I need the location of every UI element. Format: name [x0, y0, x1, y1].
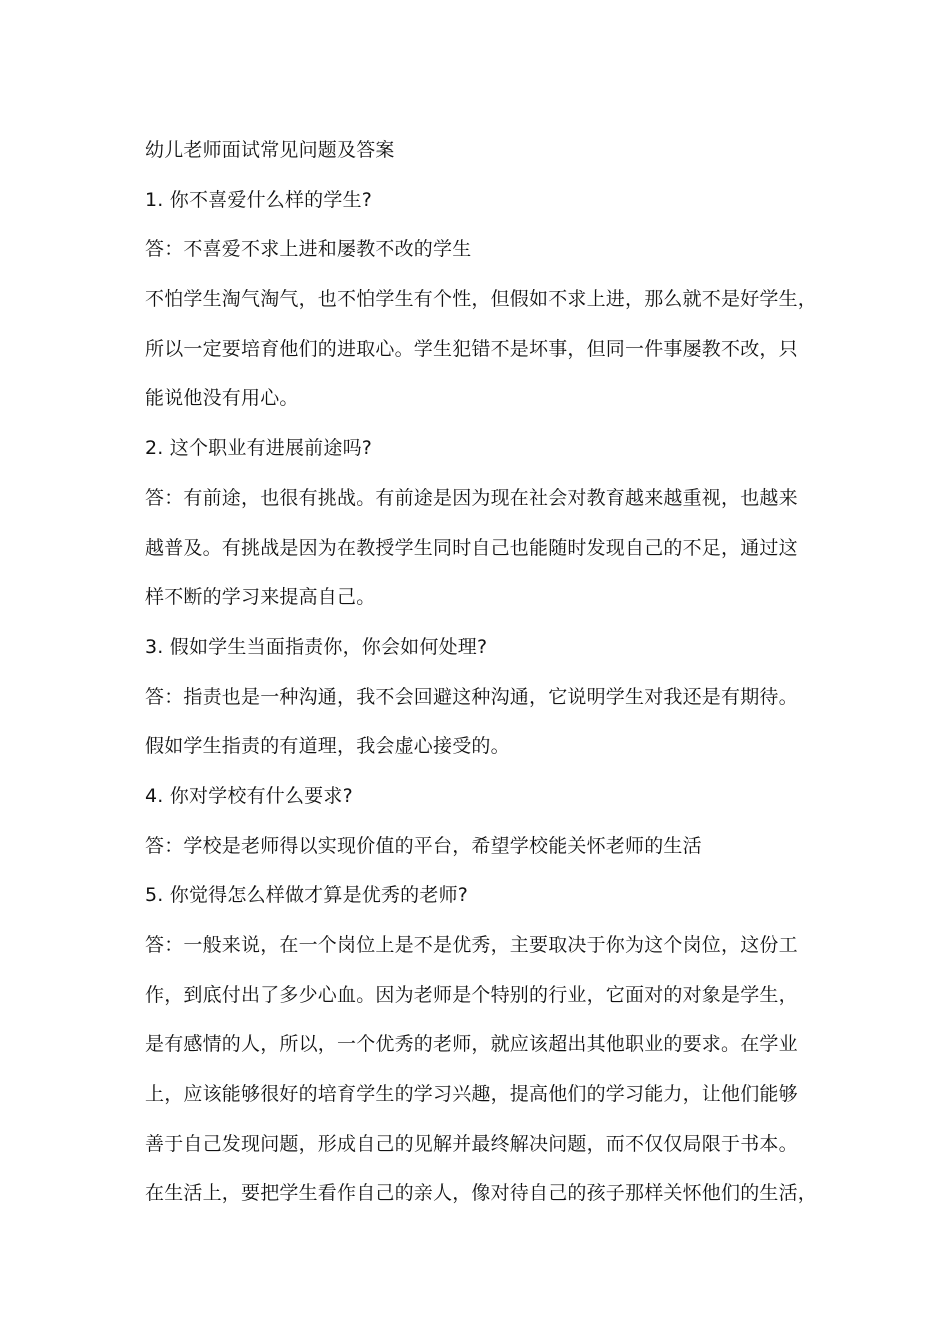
answer-5-line-1: 答：一般来说，在一个岗位上是不是优秀，主要取决于你为这个岗位，这份工 — [145, 934, 798, 956]
document-page — [145, 126, 818, 1219]
answer-1-detail-line-1: 不怕学生淘气淘气，也不怕学生有个性，但假如不求上进，那么就不是好学生， — [145, 288, 818, 311]
question-4: 4. 你对学校有什么要求? — [145, 784, 353, 807]
answer-5-line-2: 作，到底付出了多少心血。因为老师是个特别的行业，它面对的对象是学生， — [145, 983, 798, 1006]
answer-5-line-5: 善于自己发现问题，形成自己的见解并最终解决问题，而不仅仅局限于书本。 — [145, 1132, 798, 1155]
question-5: 5. 你觉得怎么样做才算是优秀的老师? — [145, 884, 469, 907]
answer-4: 答：学校是老师得以实现价值的平台，希望学校能关怀老师的生活 — [145, 834, 702, 857]
document-title: 幼儿老师面试常见问题及答案 — [145, 139, 395, 161]
question-3: 3. 假如学生当面指责你，你会如何处理? — [145, 635, 488, 658]
answer-1-detail-line-3: 能说他没有用心。 — [145, 387, 299, 410]
answer-2-line-1: 答：有前途，也很有挑战。有前途是因为现在社会对教育越来越重视，也越来 — [145, 486, 798, 509]
answer-1-detail-line-2: 所以一定要培育他们的进取心。学生犯错不是坏事，但同一件事屡教不改，只 — [145, 337, 798, 360]
answer-2-line-2: 越普及。有挑战是因为在教授学生同时自己也能随时发现自己的不足，通过这 — [145, 536, 798, 559]
answer-5-line-3: 是有感情的人，所以，一个优秀的老师，就应该超出其他职业的要求。在学业 — [145, 1033, 798, 1056]
question-2: 2. 这个职业有进展前途吗? — [145, 437, 373, 460]
answer-3-line-2: 假如学生指责的有道理，我会虚心接受的。 — [145, 735, 510, 758]
answer-5-line-4: 上，应该能够很好的培育学生的学习兴趣，提高他们的学习能力，让他们能够 — [145, 1083, 798, 1106]
answer-3-line-1: 答：指责也是一种沟通，我不会回避这种沟通，它说明学生对我还是有期待。 — [145, 685, 798, 708]
answer-2-line-3: 样不断的学习来提高自己。 — [145, 586, 376, 609]
answer-1: 答：不喜爱不求上进和屡教不改的学生 — [145, 238, 472, 261]
question-1: 1. 你不喜爱什么样的学生? — [145, 188, 373, 211]
answer-5-line-6: 在生活上，要把学生看作自己的亲人，像对待自己的孩子那样关怀他们的生活， — [145, 1182, 818, 1205]
